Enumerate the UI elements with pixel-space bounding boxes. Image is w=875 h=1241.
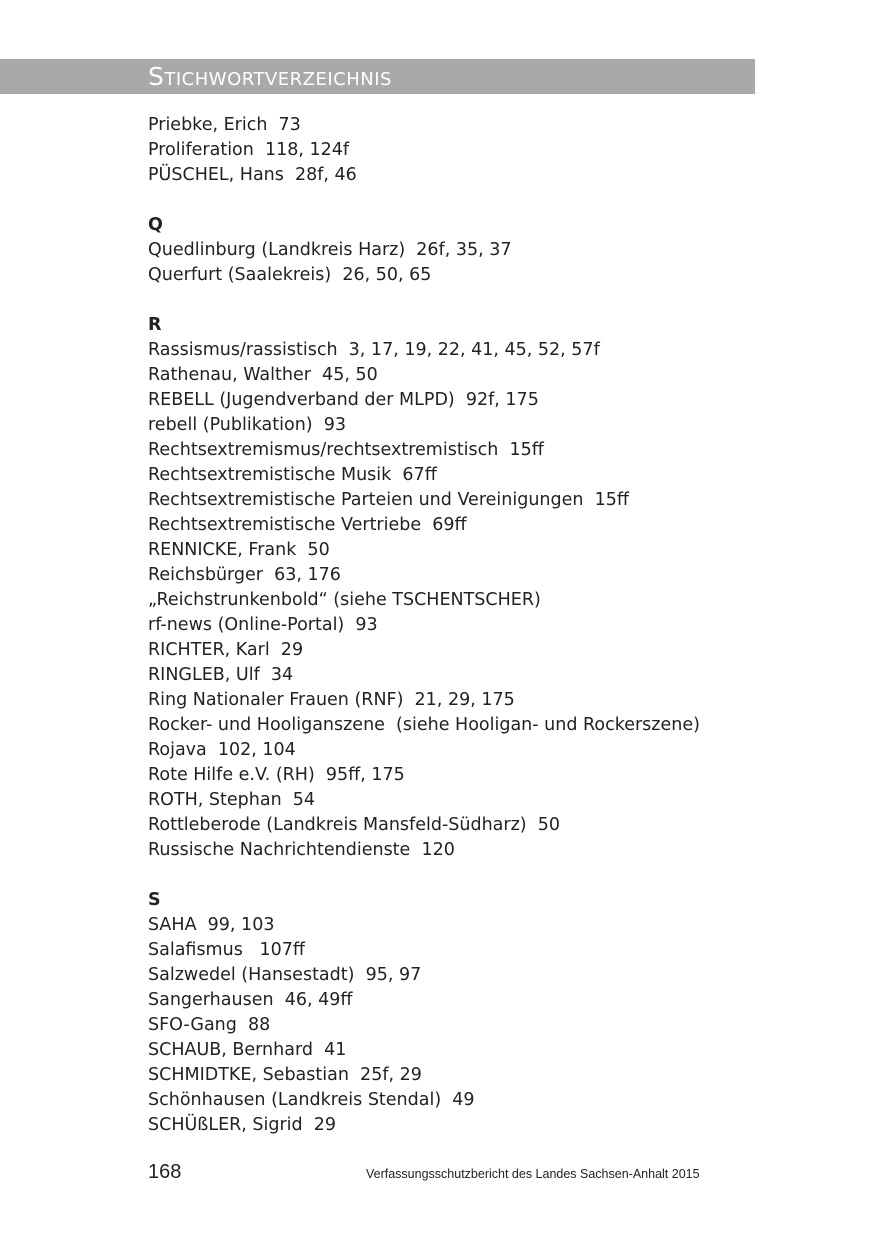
index-entry: Schönhausen (Landkreis Stendal) 49: [148, 1090, 475, 1110]
index-entry: SFO-Gang 88: [148, 1015, 271, 1035]
index-entry: Rottleberode (Landkreis Mansfeld-Südharz) 50: [148, 815, 560, 835]
index-entry: RINGLEB, Ulf 34: [148, 665, 294, 685]
index-entry: Rassismus/rassistisch 3, 17, 19, 22, 41, 45, 52, 57f: [148, 340, 600, 360]
index-entry: Priebke, Erich 73: [148, 115, 301, 135]
index-entry: Reichsbürger 63, 176: [148, 565, 341, 585]
index-entry: Russische Nachrichtendienste 120: [148, 840, 455, 860]
index-entry: rebell (Publikation) 93: [148, 415, 347, 435]
index-entry: Rocker- und Hooliganszene (siehe Hooligan- und Rockerszene): [148, 715, 700, 735]
page-number: 168: [148, 1161, 182, 1183]
index-list: [148, 113, 700, 1138]
index-entry: SAHA 99, 103: [148, 915, 275, 935]
page-title-rest: TICHWORTVERZEICHNIS: [164, 69, 392, 90]
index-entry: ROTH, Stephan 54: [148, 790, 316, 810]
page-title-initial: S: [148, 62, 165, 91]
section-letter: S: [148, 890, 161, 910]
section-letter: R: [148, 315, 162, 335]
index-entry: Proliferation 118, 124f: [148, 140, 350, 160]
index-entry: Rote Hilfe e.V. (RH) 95ff, 175: [148, 765, 405, 785]
index-entry: Rechtsextremistische Musik 67ff: [148, 465, 437, 485]
index-entry: Salafismus 107ff: [148, 940, 305, 960]
footer-text: Verfassungsschutzbericht des Landes Sachsen-Anhalt 2015: [366, 1167, 700, 1181]
index-entry: PÜSCHEL, Hans 28f, 46: [148, 165, 357, 185]
index-entry: RICHTER, Karl 29: [148, 640, 304, 660]
index-entry: SCHMIDTKE, Sebastian 25f, 29: [148, 1065, 422, 1085]
index-section: [148, 113, 700, 188]
index-entry: RENNICKE, Frank 50: [148, 540, 330, 560]
page-title: [148, 60, 392, 97]
index-entry: Querfurt (Saalekreis) 26, 50, 65: [148, 265, 432, 285]
index-entry: „Reichstrunkenbold“ (siehe TSCHENTSCHER): [148, 590, 541, 610]
index-entry: SCHÜßLER, Sigrid 29: [148, 1115, 337, 1135]
index-section: [148, 888, 700, 1138]
index-entry: Salzwedel (Hansestadt) 95, 97: [148, 965, 422, 985]
index-entry: Rechtsextremistische Vertriebe 69ff: [148, 515, 467, 535]
section-letter: Q: [148, 215, 163, 235]
index-section: [148, 313, 700, 863]
index-entry: REBELL (Jugendverband der MLPD) 92f, 175: [148, 390, 539, 410]
index-entry: Ring Nationaler Frauen (RNF) 21, 29, 175: [148, 690, 515, 710]
index-entry: Rechtsextremistische Parteien und Vereinigungen 15ff: [148, 490, 629, 510]
index-section: [148, 213, 700, 288]
index-entry: Quedlinburg (Landkreis Harz) 26f, 35, 37: [148, 240, 512, 260]
index-entry: rf-news (Online-Portal) 93: [148, 615, 378, 635]
index-entry: Rathenau, Walther 45, 50: [148, 365, 378, 385]
index-entry: Rechtsextremismus/rechtsextremistisch 15ff: [148, 440, 544, 460]
index-entry: Sangerhausen 46, 49ff: [148, 990, 353, 1010]
index-entry: Rojava 102, 104: [148, 740, 296, 760]
index-entry: SCHAUB, Bernhard 41: [148, 1040, 347, 1060]
